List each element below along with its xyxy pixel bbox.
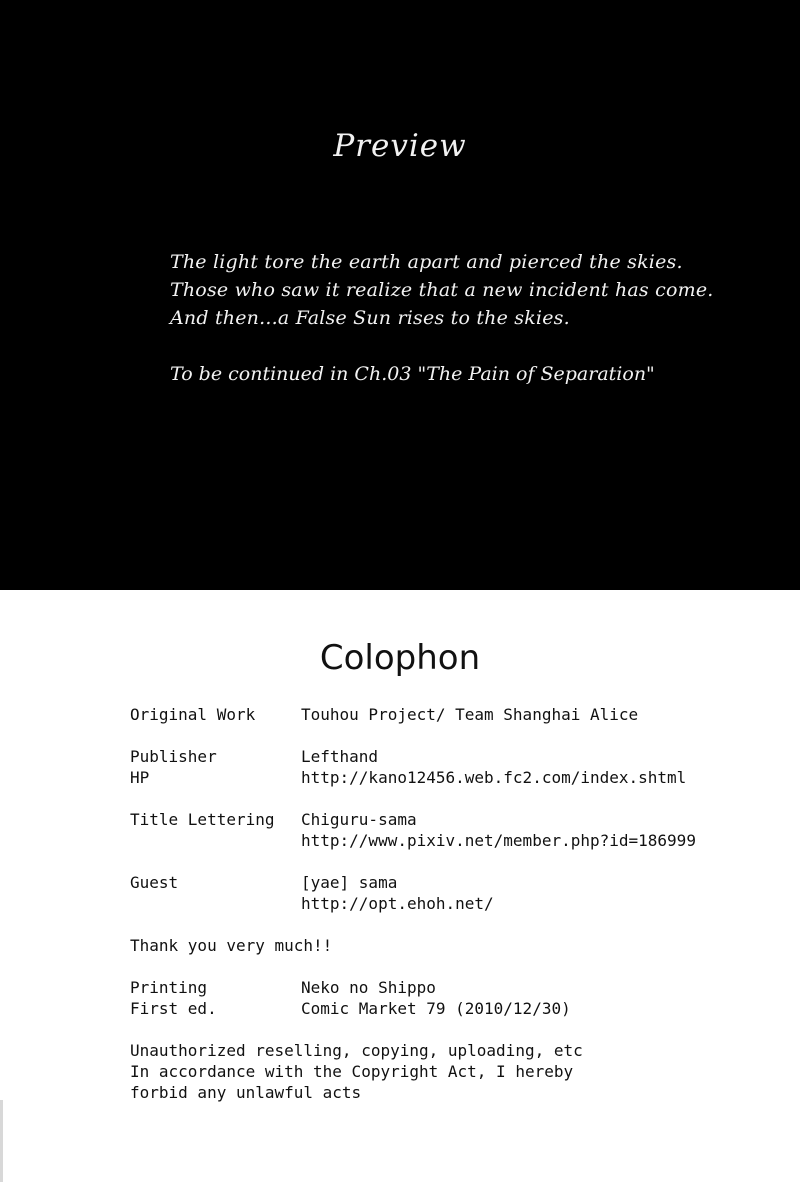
preview-line: Those who saw it realize that a new incident has come. — [170, 279, 714, 301]
scan-edge-shadow — [0, 1100, 3, 1182]
preview-line: And then...a False Sun rises to the skies. — [170, 307, 570, 329]
to-be-continued-text: To be continued in Ch.03 "The Pain of Separation" — [170, 363, 655, 385]
hp-url: http://kano12456.web.fc2.com/index.shtml — [301, 768, 687, 787]
guest-label: Guest — [130, 873, 179, 892]
publisher-value: Lefthand — [301, 747, 379, 766]
preview-line: The light tore the earth apart and pierced the skies. — [170, 251, 683, 273]
preview-panel — [0, 0, 800, 590]
notice-text: forbid any unlawful acts — [130, 1083, 362, 1102]
original-work-label: Original Work — [130, 705, 256, 724]
preview-title: Preview — [333, 128, 467, 164]
printing-value: Neko no Shippo — [301, 978, 436, 997]
title-lettering-value: Chiguru-sama — [301, 810, 417, 829]
publisher-label: Publisher — [130, 747, 217, 766]
notice-text: In accordance with the Copyright Act, I hereby — [130, 1062, 574, 1081]
title-lettering-label: Title Lettering — [130, 810, 275, 829]
thanks-text: Thank you very much!! — [130, 936, 333, 955]
first-edition-value: Comic Market 79 (2010/12/30) — [301, 999, 571, 1018]
colophon-title: Colophon — [319, 638, 481, 678]
hp-label: HP — [130, 768, 150, 787]
guest-value: [yae] sama — [301, 873, 398, 892]
guest-url: http://opt.ehoh.net/ — [301, 894, 494, 913]
first-edition-label: First ed. — [130, 999, 217, 1018]
notice-text: Unauthorized reselling, copying, uploading, etc — [130, 1041, 583, 1060]
preview-text — [170, 248, 714, 332]
title-lettering-url: http://www.pixiv.net/member.php?id=186999 — [301, 831, 696, 850]
original-work-value: Touhou Project/ Team Shanghai Alice — [301, 705, 639, 724]
printing-label: Printing — [130, 978, 208, 997]
